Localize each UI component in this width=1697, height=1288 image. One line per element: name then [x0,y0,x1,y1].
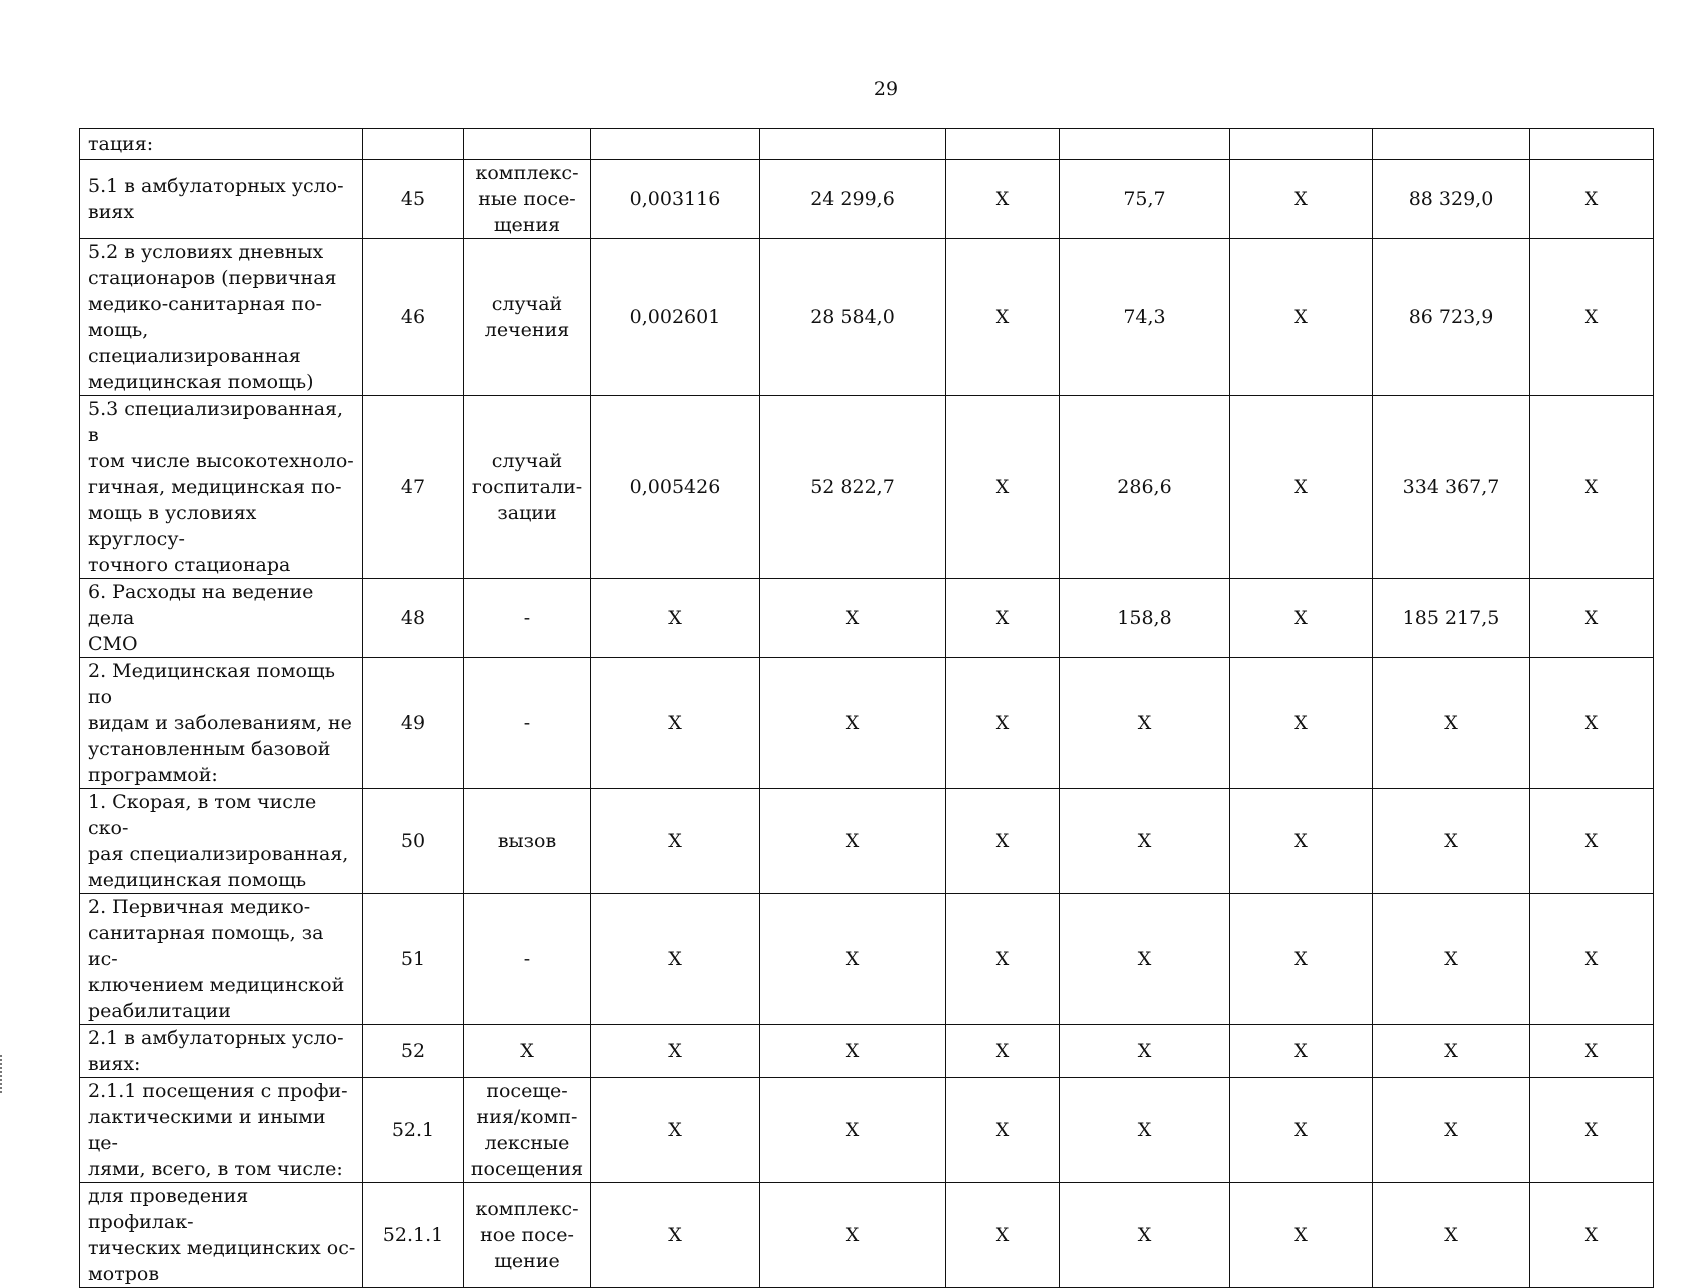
row-cost-cell: Х [760,1078,946,1183]
row-volume-cell: Х [591,1183,760,1288]
row-cost-cell: Х [760,789,946,894]
scan-edge-mark [0,1055,5,1093]
table-row [80,789,1654,894]
row-col10-cell: Х [1530,239,1654,396]
row-unit-cell: комплекс- ные посе- щения [464,160,591,239]
row-name-cell: 5.2 в условиях дневных стационаров (первичная медико-санитарная по- мощь, специализированная медицинская помощь) [80,239,363,396]
row-code-cell: 50 [363,789,464,894]
row-col8-cell: Х [1230,1183,1373,1288]
row-col7-cell: 75,7 [1060,160,1230,239]
row-col7-cell: Х [1060,1025,1230,1078]
row-unit-cell: - [464,894,591,1025]
row-code-cell: 52.1.1 [363,1183,464,1288]
row-name-cell: 5.1 в амбулаторных усло- виях [80,160,363,239]
row-volume-cell [591,129,760,160]
page-number: 29 [873,78,899,100]
row-cost-cell: Х [760,1183,946,1288]
row-cost-cell: Х [760,658,946,789]
row-col7-cell: Х [1060,1078,1230,1183]
row-col9-cell: Х [1373,1078,1530,1183]
row-col8-cell: Х [1230,396,1373,579]
row-name-cell: 2.1.1 посещения с профи- лактическими и иными це- лями, всего, в том числе: [80,1078,363,1183]
row-cost-cell: Х [760,579,946,658]
row-col6-cell: Х [946,396,1060,579]
row-cost-cell: 24 299,6 [760,160,946,239]
row-col10-cell: Х [1530,579,1654,658]
row-col6-cell: Х [946,1078,1060,1183]
row-col8-cell [1230,129,1373,160]
row-unit-cell: комплекс- ное посе- щение [464,1183,591,1288]
row-col6-cell [946,129,1060,160]
row-col8-cell: Х [1230,658,1373,789]
row-name-cell: тация: [80,129,363,160]
table-row [80,239,1654,396]
row-cost-cell [760,129,946,160]
row-volume-cell: 0,003116 [591,160,760,239]
row-col10-cell: Х [1530,1025,1654,1078]
row-code-cell: 48 [363,579,464,658]
row-code-cell: 49 [363,658,464,789]
row-col9-cell: Х [1373,894,1530,1025]
row-unit-cell: посеще- ния/комп- лексные посещения [464,1078,591,1183]
row-col7-cell: Х [1060,1183,1230,1288]
row-name-cell: для проведения профилак- тических медицинских ос- мотров [80,1183,363,1288]
row-col9-cell: 185 217,5 [1373,579,1530,658]
row-col9-cell: 86 723,9 [1373,239,1530,396]
row-col8-cell: Х [1230,239,1373,396]
row-volume-cell: Х [591,789,760,894]
row-col9-cell: 334 367,7 [1373,396,1530,579]
row-col6-cell: Х [946,658,1060,789]
row-unit-cell: - [464,658,591,789]
row-cost-cell: 28 584,0 [760,239,946,396]
row-unit-cell [464,129,591,160]
row-cost-cell: Х [760,894,946,1025]
row-name-cell: 2. Первичная медико- санитарная помощь, за ис- ключением медицинской реабилитации [80,894,363,1025]
row-col10-cell: Х [1530,789,1654,894]
row-volume-cell: Х [591,1025,760,1078]
row-volume-cell: 0,005426 [591,396,760,579]
table-row [80,1025,1654,1078]
row-col9-cell: Х [1373,1183,1530,1288]
table-row [80,1078,1654,1183]
row-col8-cell: Х [1230,789,1373,894]
table-row [80,129,1654,160]
row-cost-cell: Х [760,1025,946,1078]
row-col7-cell: Х [1060,789,1230,894]
row-volume-cell: Х [591,1078,760,1183]
table-row [80,160,1654,239]
row-col9-cell: Х [1373,658,1530,789]
row-code-cell: 45 [363,160,464,239]
row-code-cell [363,129,464,160]
row-col9-cell: Х [1373,1025,1530,1078]
row-name-cell: 6. Расходы на ведение дела СМО [80,579,363,658]
table-row [80,396,1654,579]
row-volume-cell: Х [591,658,760,789]
row-code-cell: 47 [363,396,464,579]
table-row [80,894,1654,1025]
row-unit-cell: случай госпитали- зации [464,396,591,579]
row-col10-cell: Х [1530,658,1654,789]
row-col7-cell: 158,8 [1060,579,1230,658]
row-col7-cell [1060,129,1230,160]
row-cost-cell: 52 822,7 [760,396,946,579]
row-volume-cell: Х [591,579,760,658]
row-col10-cell [1530,129,1654,160]
row-name-cell: 1. Скорая, в том числе ско- рая специализированная, медицинская помощь [80,789,363,894]
row-col10-cell: Х [1530,160,1654,239]
table-row [80,579,1654,658]
row-col6-cell: Х [946,239,1060,396]
row-col7-cell: Х [1060,894,1230,1025]
row-col8-cell: Х [1230,894,1373,1025]
row-col6-cell: Х [946,1183,1060,1288]
row-code-cell: 51 [363,894,464,1025]
row-col9-cell: Х [1373,789,1530,894]
row-col7-cell: 286,6 [1060,396,1230,579]
row-name-cell: 5.3 специализированная, в том числе высокотехноло- гичная, медицинская по- мощь в условиях круглосу- точного стационара [80,396,363,579]
table-body [80,129,1654,1288]
table-row [80,658,1654,789]
row-unit-cell: - [464,579,591,658]
row-name-cell: 2.1 в амбулаторных усло- виях: [80,1025,363,1078]
row-col8-cell: Х [1230,579,1373,658]
row-col7-cell: Х [1060,658,1230,789]
row-col8-cell: Х [1230,1078,1373,1183]
row-unit-cell: случай лечения [464,239,591,396]
row-col10-cell: Х [1530,396,1654,579]
row-volume-cell: Х [591,894,760,1025]
row-name-cell: 2. Медицинская помощь по видам и заболеваниям, не установленным базовой программой: [80,658,363,789]
row-unit-cell: вызов [464,789,591,894]
row-code-cell: 46 [363,239,464,396]
table-row [80,1183,1654,1288]
row-col6-cell: Х [946,1025,1060,1078]
row-col6-cell: Х [946,789,1060,894]
row-volume-cell: 0,002601 [591,239,760,396]
row-col6-cell: Х [946,579,1060,658]
row-col10-cell: Х [1530,1078,1654,1183]
row-code-cell: 52 [363,1025,464,1078]
row-col6-cell: Х [946,160,1060,239]
row-col10-cell: Х [1530,1183,1654,1288]
row-col6-cell: Х [946,894,1060,1025]
row-col10-cell: Х [1530,894,1654,1025]
row-col8-cell: Х [1230,160,1373,239]
row-col8-cell: Х [1230,1025,1373,1078]
row-col9-cell [1373,129,1530,160]
data-table [79,128,1654,1288]
row-col9-cell: 88 329,0 [1373,160,1530,239]
row-unit-cell: Х [464,1025,591,1078]
row-code-cell: 52.1 [363,1078,464,1183]
row-col7-cell: 74,3 [1060,239,1230,396]
